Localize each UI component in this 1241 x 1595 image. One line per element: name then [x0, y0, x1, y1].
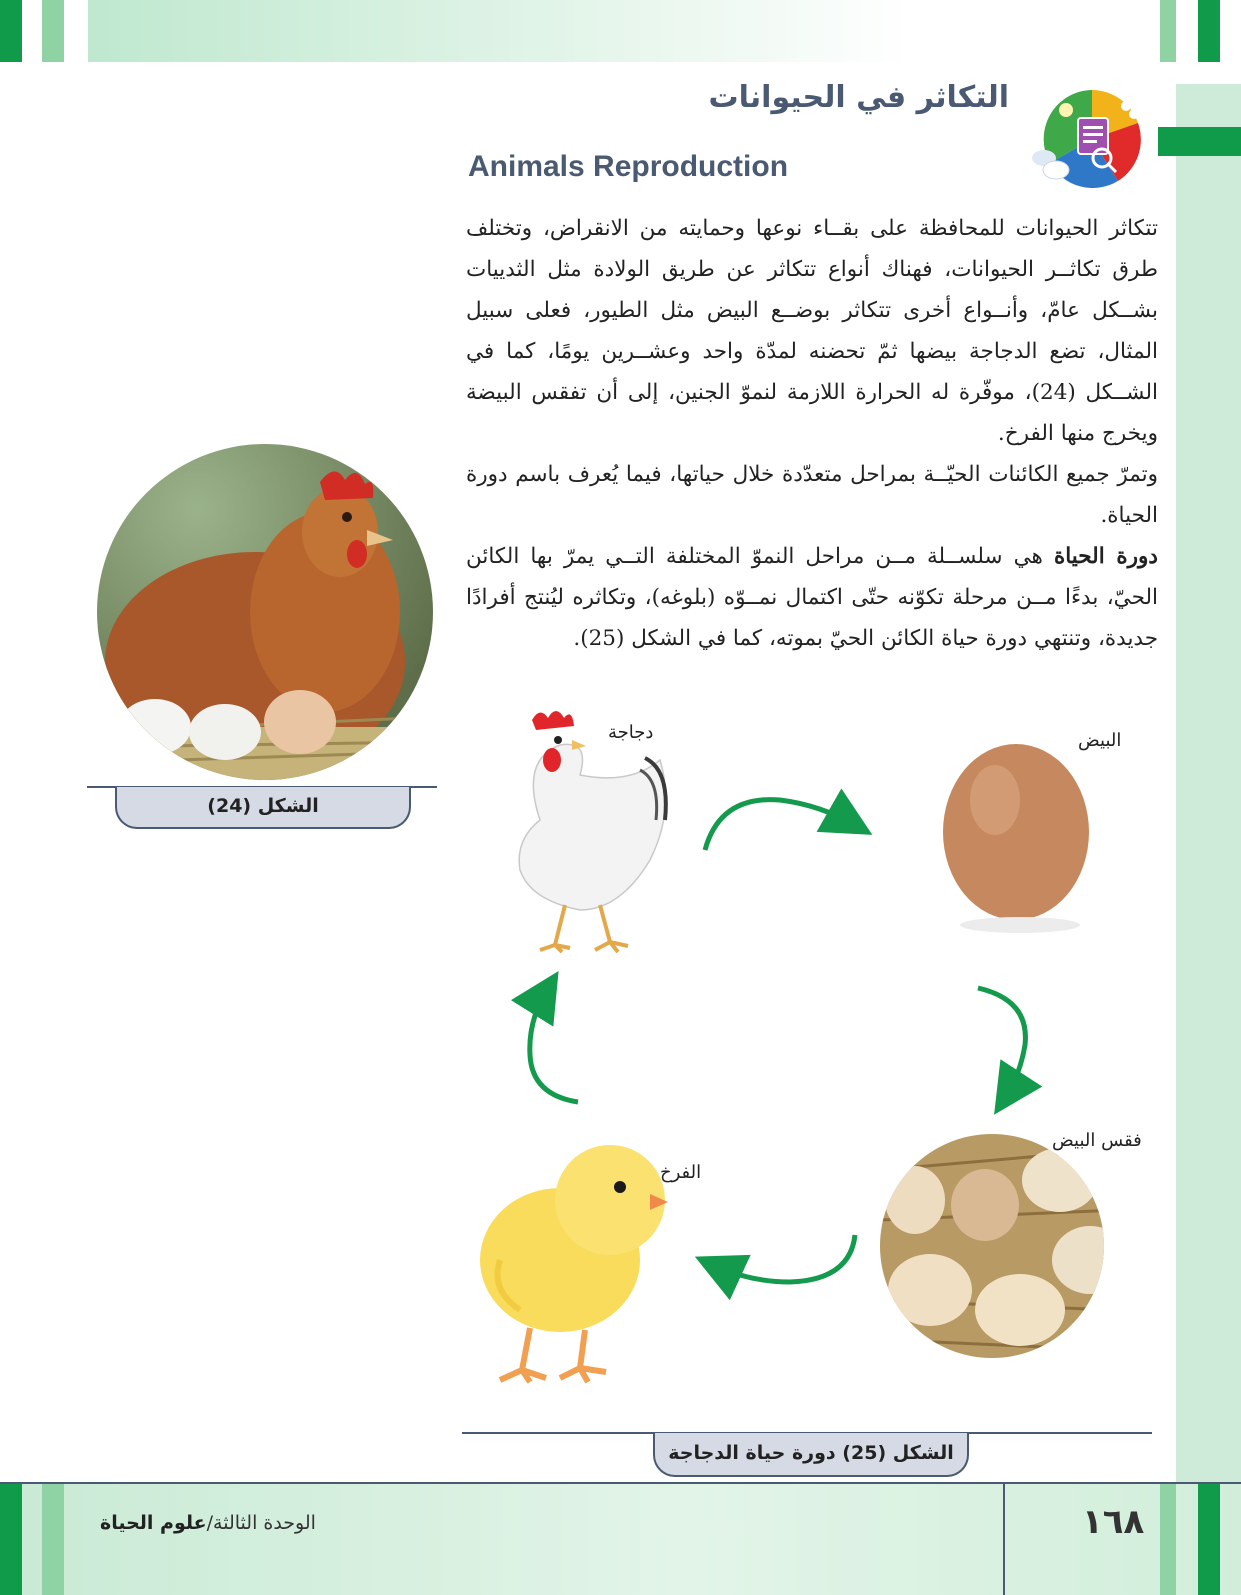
- arrow-hen-to-egg: [705, 800, 855, 850]
- brown-egg-image: [943, 744, 1089, 920]
- footer-stripe: [0, 1484, 22, 1595]
- white-hen-image: [519, 711, 666, 952]
- footer-subject: علوم الحياة: [100, 1512, 207, 1534]
- side-tab: [1158, 127, 1241, 156]
- footer-stripe: [42, 1484, 64, 1595]
- figure25-caption: الشكل (25) دورة حياة الدجاجة: [653, 1433, 969, 1477]
- footer-band: [0, 1484, 1241, 1595]
- arrow-hatching-to-chick: [713, 1235, 855, 1282]
- hatching-eggs-image: [870, 1130, 1128, 1370]
- label-chick: الفرخ: [660, 1162, 702, 1183]
- footer-unit: الوحدة الثالثة/: [206, 1512, 316, 1534]
- header-band: [0, 0, 1241, 62]
- footer-stripe: [1198, 1484, 1220, 1595]
- yellow-chick-image: [480, 1145, 668, 1382]
- footer-separator: [1003, 1484, 1005, 1595]
- side-band: [1176, 84, 1241, 1484]
- figure24-caption: الشكل (24): [115, 787, 411, 829]
- page-title-arabic: التكاثر في الحيوانات: [708, 80, 1009, 115]
- paragraph-reproduction: تتكاثر الحيوانات للمحافظة على بقــاء نوعها وحمايته من الانقراض، وتختلف طرق تكاثــر الحيوانات، فهناك أنواع تتكاثر عن طريق الولادة مثل الثدييات بشــكل عامّ، وأنــواع أخرى تتكاثر بوضــع البيض مثل الطيور، فعلى سبيل المثال، تضع الدجاجة بيضها ثمّ تحضنه لمدّة واحد وعشــرين يومًا، كما في الشــكل (24)، موفّرة له الحرارة اللازمة لنموّ الجنين، إلى أن تفقس البيضة ويخرج منها الفرخ.: [466, 216, 1158, 446]
- life-cycle-keyword: دورة الحياة: [1053, 544, 1159, 569]
- footer-unit-title: [100, 1512, 316, 1534]
- footer-rule: [0, 1482, 1241, 1484]
- label-hen: دجاجة: [608, 722, 654, 743]
- label-egg: البيض: [1078, 730, 1122, 751]
- label-hatching: فقس البيض: [1052, 1130, 1142, 1151]
- footer-stripe: [1160, 1484, 1176, 1595]
- life-cycle-definition: هي سلســلة مــن مراحل النموّ المختلفة التــي يمرّ بها الكائن الحيّ، بدءًا مــن مرحلة تكوّنه حتّى اكتمال نمــوّه (بلوغه)، وتكاثره ليُنتج أفرادًا جديدة، وتنتهي دورة حياة الكائن الحيّ بموته، كما في الشكل (25).: [466, 544, 1158, 651]
- paragraph-life-cycle: [466, 536, 1158, 659]
- lesson-body: [466, 208, 1158, 659]
- page-number: ١٦٨: [1082, 1502, 1145, 1542]
- arrow-egg-to-hatching: [978, 988, 1025, 1098]
- figure25-life-cycle-diagram: [460, 700, 1160, 1400]
- page-title-english: Animals Reproduction: [468, 150, 789, 183]
- paragraph-life-stages: وتمرّ جميع الكائنات الحيّــة بمراحل متعدّدة خلال حياتها، فيما يُعرف باسم دورة الحياة.: [466, 462, 1158, 528]
- arrow-chick-to-hen: [530, 988, 578, 1102]
- figure24-brooding-hen-image: [95, 442, 435, 782]
- lesson-logo-icon: [1030, 88, 1155, 190]
